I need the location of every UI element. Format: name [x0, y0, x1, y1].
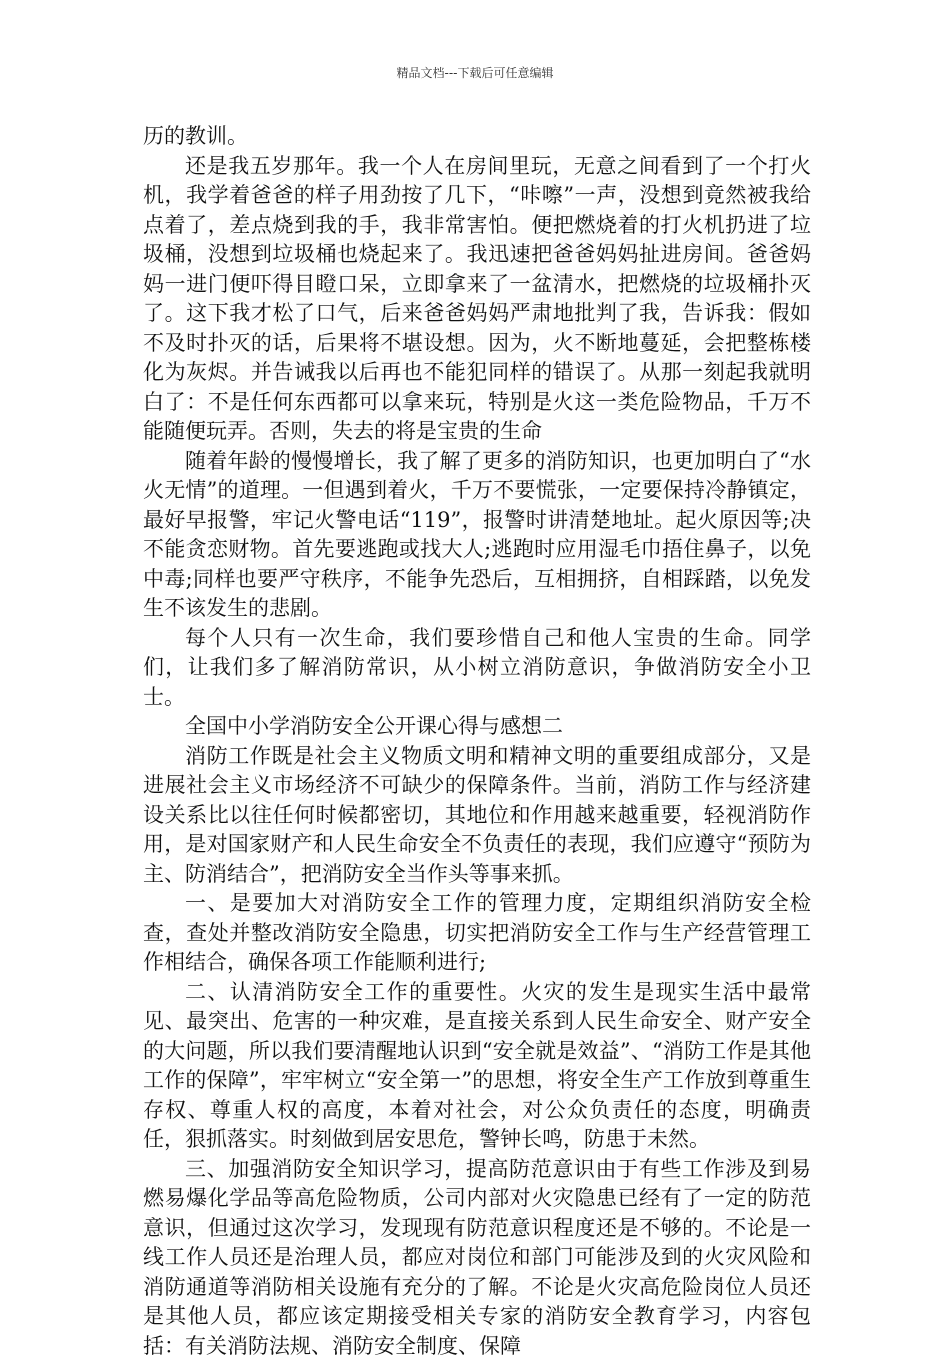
paragraph: 历的教训。: [143, 122, 811, 152]
section-title: 全国中小学消防安全公开课心得与感想二: [143, 712, 811, 742]
paragraph: 二、认清消防安全工作的重要性。火灾的发生是现实生活中最常见、最突出、危害的一种灾难，是直接关系到人民生命安全、财产安全的大问题，所以我们要清醒地认识到“安全就是效益”、“消防工作是其他工作的保障”，牢牢树立“安全第一”的思想，将安全生产工作放到尊重生存权、尊重人权的高度，本着对社会，对公众负责任的态度，明确责任，狠抓落实。时刻做到居安思危，警钟长鸣，防患于未然。: [143, 978, 811, 1155]
paragraph: 随着年龄的慢慢增长，我了解了更多的消防知识，也更加明白了“水火无情”的道理。一但遇到着火，千万不要慌张，一定要保持冷静镇定，最好早报警，牢记火警电话“119”，报警时讲清楚地址。起火原因等;决不能贪恋财物。首先要逃跑或找大人;逃跑时应用湿毛巾捂住鼻子，以免中毒;同样也要严守秩序，不能争先恐后，互相拥挤，自相踩踏，以免发生不该发生的悲剧。: [143, 447, 811, 624]
paragraph: 消防工作既是社会主义物质文明和精神文明的重要组成部分，又是进展社会主义市场经济不可缺少的保障条件。当前，消防工作与经济建设关系比以往任何时候都密切，其地位和作用越来越重要，轻视消防作用，是对国家财产和人民生命安全不负责任的表现，我们应遵守“预防为主、防消结合”，把消防安全当作头等事来抓。: [143, 742, 811, 890]
paragraph: 三、加强消防安全知识学习，提高防范意识由于有些工作涉及到易燃易爆化学品等高危险物质，公司内部对火灾隐患已经有了一定的防范意识，但通过这次学习，发现现有防范意识程度还是不够的。不论是一线工作人员还是治理人员，都应对岗位和部门可能涉及到的火灾风险和消防通道等消防相关设施有充分的了解。不论是火灾高危险岗位人员还是其他人员，都应该定期接受相关专家的消防安全教育学习，内容包括：有关消防法规、消防安全制度、保障: [143, 1155, 811, 1361]
paragraph: 一、是要加大对消防安全工作的管理力度，定期组织消防安全检查，查处并整改消防安全隐患，切实把消防安全工作与生产经营管理工作相结合，确保各项工作能顺利进行;: [143, 889, 811, 978]
paragraph: 还是我五岁那年。我一个人在房间里玩，无意之间看到了一个打火机，我学着爸爸的样子用劲按了几下，“咔嚓”一声，没想到竟然被我给点着了，差点烧到我的手，我非常害怕。便把燃烧着的打火机扔进了垃圾桶，没想到垃圾桶也烧起来了。我迅速把爸爸妈妈扯进房间。爸爸妈妈一进门便吓得目瞪口呆，立即拿来了一盆清水，把燃烧的垃圾桶扑灭了。这下我才松了口气，后来爸爸妈妈严肃地批判了我，告诉我：假如不及时扑灭的话，后果将不堪设想。因为，火不断地蔓延，会把整栋楼化为灰烬。并告诫我以后再也不能犯同样的错误了。从那一刻起我就明白了：不是任何东西都可以拿来玩，特别是火这一类危险物品，千万不能随便玩弄。否则，失去的将是宝贵的生命: [143, 152, 811, 447]
page-header: 精品文档---下载后可任意编辑: [0, 64, 950, 81]
paragraph: 每个人只有一次生命，我们要珍惜自己和他人宝贵的生命。同学们，让我们多了解消防常识，从小树立消防意识，争做消防安全小卫士。: [143, 624, 811, 713]
document-body: [143, 122, 811, 1361]
